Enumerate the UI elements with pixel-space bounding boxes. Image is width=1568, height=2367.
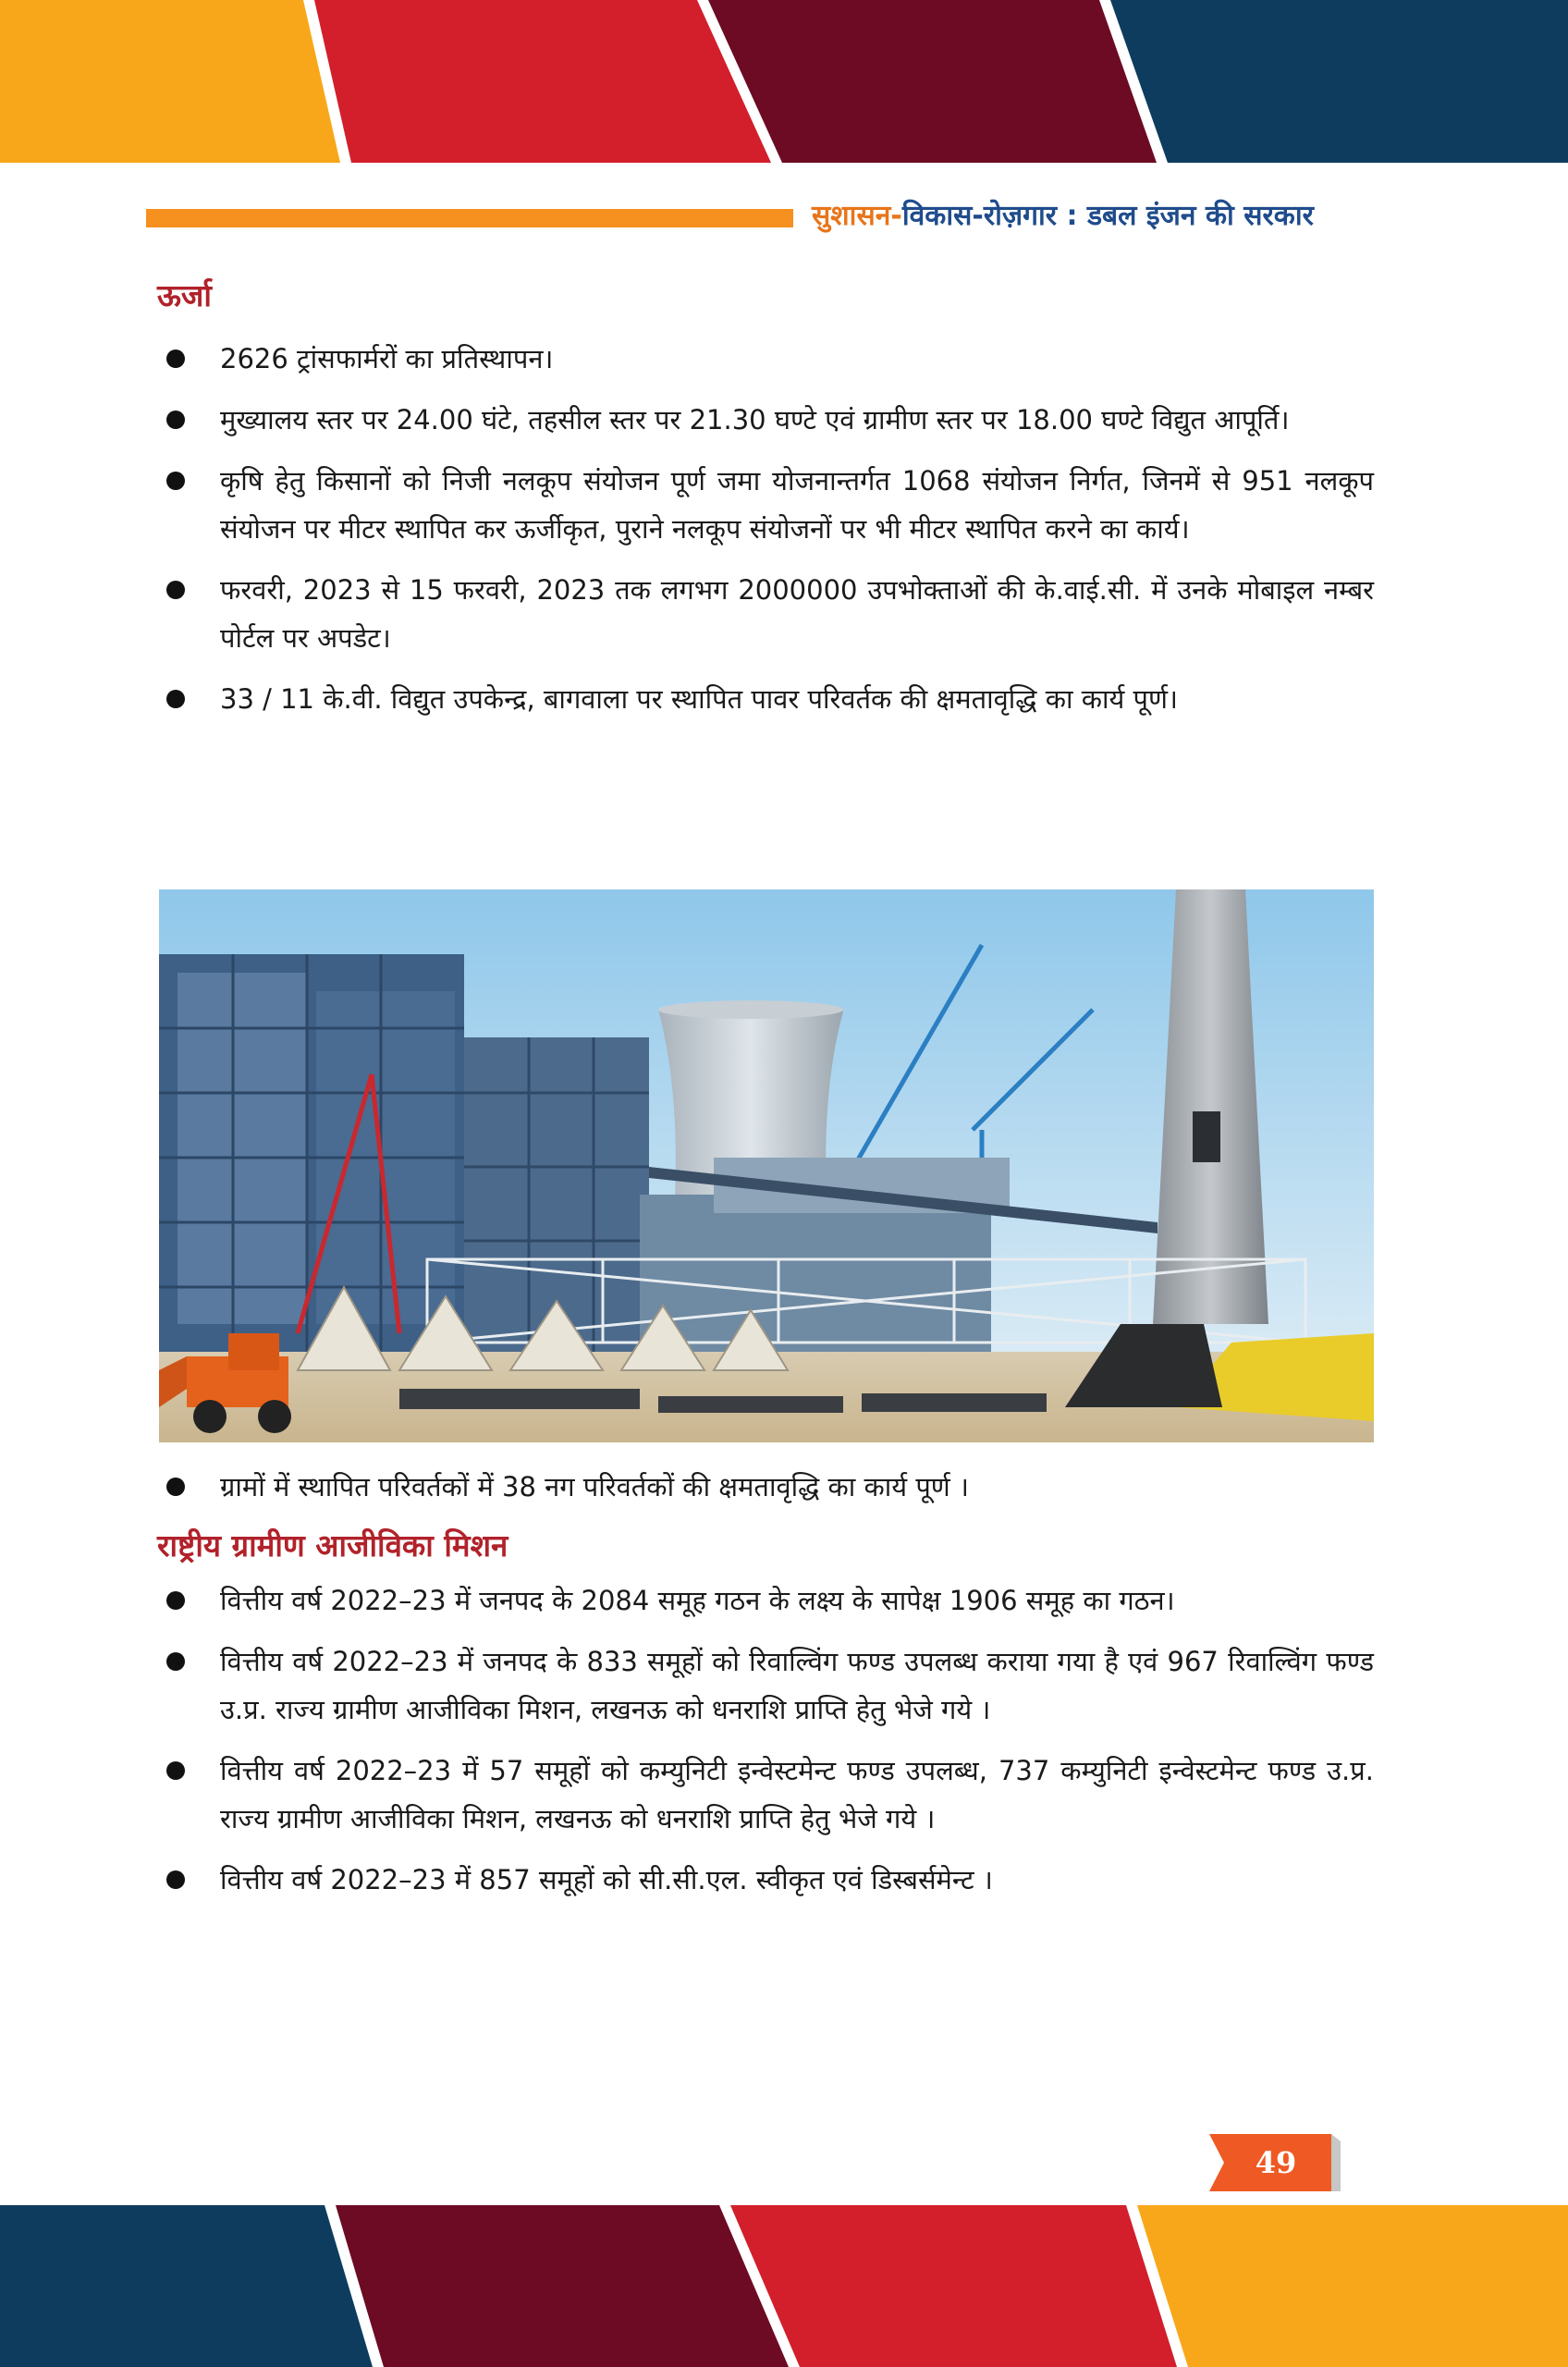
list-item (157, 1637, 1374, 1734)
list-item (157, 1856, 1374, 1904)
list-item (157, 1747, 1374, 1843)
header-title-part3: रोज़गार : डबल इंजन की सरकार (983, 200, 1314, 232)
list-item-text: कृषि हेतु किसानों को निजी नलकूप संयोजन पूर्ण जमा योजनान्तर्गत 1068 संयोजन निर्गत, जिनमें से 951 नलकूप संयोजन पर मीटर स्थापित कर ऊर्जीकृत, पुराने नलकूप संयोजनों पर भी मीटर स्थापित करने का कार्य। (220, 465, 1374, 545)
list-item-text: वित्तीय वर्ष 2022–23 में 57 समूहों को कम्युनिटी इन्वेस्टमेन्ट फण्ड उपलब्ध, 737 कम्युनिटी इन्वेस्टमेन्ट फण्ड उ.प्र. राज्य ग्रामीण आजीविका मिशन, लखनऊ को धनराशि प्राप्ति हेतु भेजे गये । (220, 1755, 1374, 1834)
nrlm-list (157, 1576, 1374, 1917)
list-item-text: फरवरी, 2023 से 15 फरवरी, 2023 तक लगभग 2000000 उपभोक्ताओं की के.वाई.सी. में उनके मोबाइल नम्बर पोर्टल पर अपडेट। (220, 574, 1374, 654)
bottom-color-band (0, 2205, 1568, 2367)
bullet-icon (166, 1478, 185, 1496)
list-item-text: वित्तीय वर्ष 2022–23 में 857 समूहों को सी.सी.एल. स्वीकृत एवं डिस्बर्समेन्ट । (220, 1864, 993, 1895)
energy-list (157, 335, 1374, 736)
bullet-icon (166, 472, 185, 490)
list-item-text: 33 / 11 के.वी. विद्युत उपकेन्द्र, बागवाला पर स्थापित पावर परिवर्तक की क्षमतावृद्धि का कार्य पूर्ण। (220, 683, 1178, 715)
list-item-text: 2626 ट्रांसफार्मरों का प्रतिस्थापन। (220, 343, 554, 374)
list-item-text: ग्रामों में स्थापित परिवर्तकों में 38 नग परिवर्तकों की क्षमतावृद्धि का कार्य पूर्ण । (220, 1471, 969, 1502)
top-color-band (0, 0, 1568, 163)
header-title-part2: विकास- (901, 200, 984, 232)
bullet-icon (166, 1591, 185, 1610)
list-item-text: वित्तीय वर्ष 2022–23 में जनपद के 833 समूहों को रिवाल्विंग फण्ड उपलब्ध कराया गया है एवं 967 रिवाल्विंग फण्ड उ.प्र. राज्य ग्रामीण आजीविका मिशन, लखनऊ को धनराशि प्राप्ति हेतु भेजे गये । (220, 1646, 1374, 1725)
bullet-icon (166, 1652, 185, 1671)
list-item (157, 1463, 1374, 1511)
header-title-part1: सुशासन- (812, 200, 902, 232)
header-title (812, 192, 1314, 240)
bullet-icon (166, 1761, 185, 1780)
bullet-icon (166, 411, 185, 429)
bullet-icon (166, 1870, 185, 1889)
list-item-text: वित्तीय वर्ष 2022–23 में जनपद के 2084 समूह गठन के लक्ष्य के सापेक्ष 1906 समूह का गठन। (220, 1585, 1175, 1616)
list-item-text: मुख्यालय स्तर पर 24.00 घंटे, तहसील स्तर पर 21.30 घण्टे एवं ग्रामीण स्तर पर 18.00 घण्टे विद्युत आपूर्ति। (220, 404, 1290, 435)
nrlm-heading: राष्ट्रीय ग्रामीण आजीविका मिशन (157, 1527, 508, 1564)
page-number: 49 (1255, 2145, 1297, 2180)
bullet-icon (166, 690, 185, 708)
header-orange-rule (146, 209, 793, 227)
energy-heading: ऊर्जा (157, 277, 212, 313)
list-item (157, 457, 1374, 553)
list-item (157, 396, 1374, 444)
list-item (157, 1576, 1374, 1625)
bullet-icon (166, 350, 185, 368)
power-plant-photo (159, 889, 1374, 1442)
bullet-icon (166, 581, 185, 599)
village-transformer-list (157, 1463, 1374, 1524)
list-item (157, 675, 1374, 723)
list-item (157, 335, 1374, 383)
list-item (157, 566, 1374, 662)
